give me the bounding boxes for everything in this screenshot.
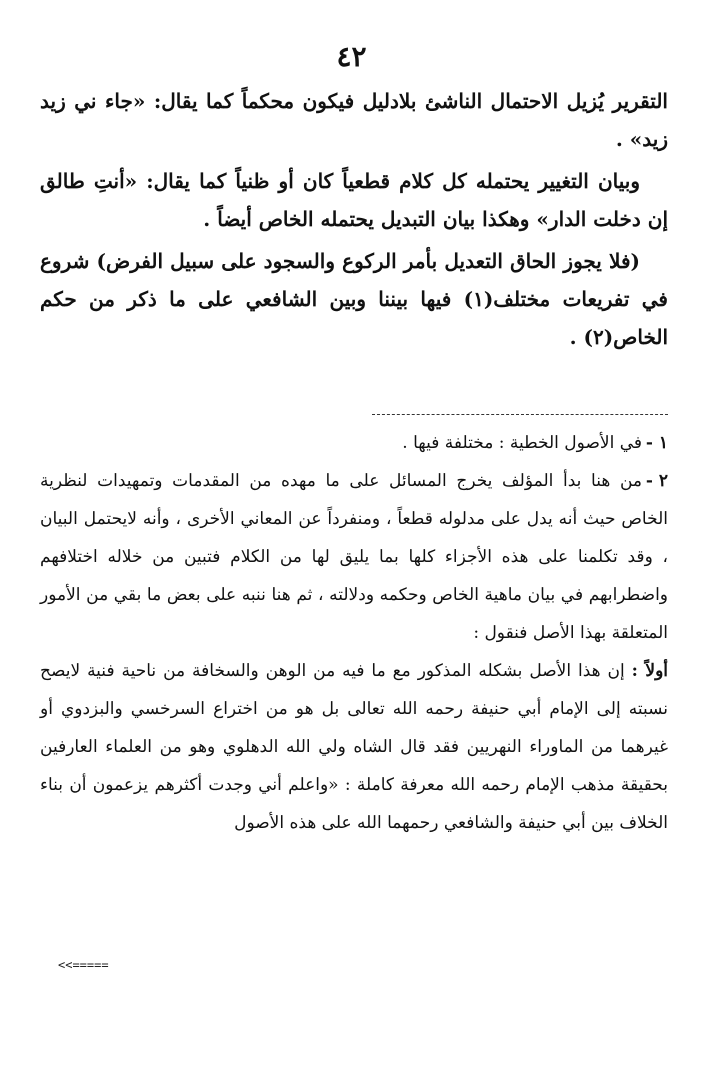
- footnote-2-number: ٢ -: [645, 471, 668, 491]
- footnote-1-number: ١ -: [645, 433, 668, 453]
- paragraph-3: (فلا يجوز الحاق التعديل بأمر الركوع والسجود على سبيل الفرض) شروع في تفريعات مختلف(١) فيها بيننا وبين الشافعي على ما ذكر من حكم الخاص(٢) .: [40, 249, 668, 349]
- continuation-marker: <<=====: [58, 958, 109, 972]
- paragraph-1: التقرير يُزيل الاحتمال الناشئ بلادليل فيكون محكماً كما يقال: «جاء ني زيد زيد» .: [40, 89, 668, 151]
- footnotes-block: [40, 424, 668, 842]
- footnote-1-text: في الأصول الخطية : مختلفة فيها .: [402, 433, 642, 453]
- paragraph-2: وبيان التغيير يحتمله كل كلام قطعياً كان أو ظنياً كما يقال: «أنتِ طالق إن دخلت الدار» وهكذا بيان التبديل يحتمله الخاص أيضاً .: [40, 169, 668, 231]
- footnote-point-text: إن هذا الأصل بشكله المذكور مع ما فيه من الوهن والسخافة من ناحية فنية لايصح نسبته إلى الإمام أبي حنيفة رحمه الله تعالى بل هو من اختراع السرخسي والبزدوي أو غيرهما من الماوراء النهريين فقد قال الشاه ولي الله الدهلوي وهو من العلماء العارفين بحقيقة مذهب الإمام رحمه الله معرفة كاملة : «واعلم أني وجدت أكثرهم يزعمون أن بناء الخلاف بين أبي حنيفة والشافعي رحمهما الله على هذه الأصول: [40, 661, 668, 833]
- footnote-2-continuation: [40, 652, 668, 842]
- footnote-1: [40, 424, 668, 462]
- page-number: ٤٢: [336, 40, 367, 73]
- footnote-2: [40, 462, 668, 652]
- footnote-point-lead: أولاً :: [631, 661, 668, 681]
- footnote-2-text: من هنا بدأ المؤلف يخرج المسائل على ما مهده من المقدمات وتمهيدات لنظرية الخاص حيث أنه يدل على مدلوله قطعاً ، ومنفرداً عن المعاني الأخرى ، وأنه لايحتمل البيان ، وقد تكلمنا على هذه الأجزاء كلها بما يليق لها من الكلام فتبين من خلاله اختلافهم واضطرابهم في بيان ماهية الخاص وحكمه ودلالته ، ثم هنا ننبه على بعض ما بقي من الأمور المتعلقة بهذا الأصل فنقول :: [40, 471, 668, 643]
- main-text-block: [40, 82, 668, 360]
- footnote-divider: [372, 414, 668, 415]
